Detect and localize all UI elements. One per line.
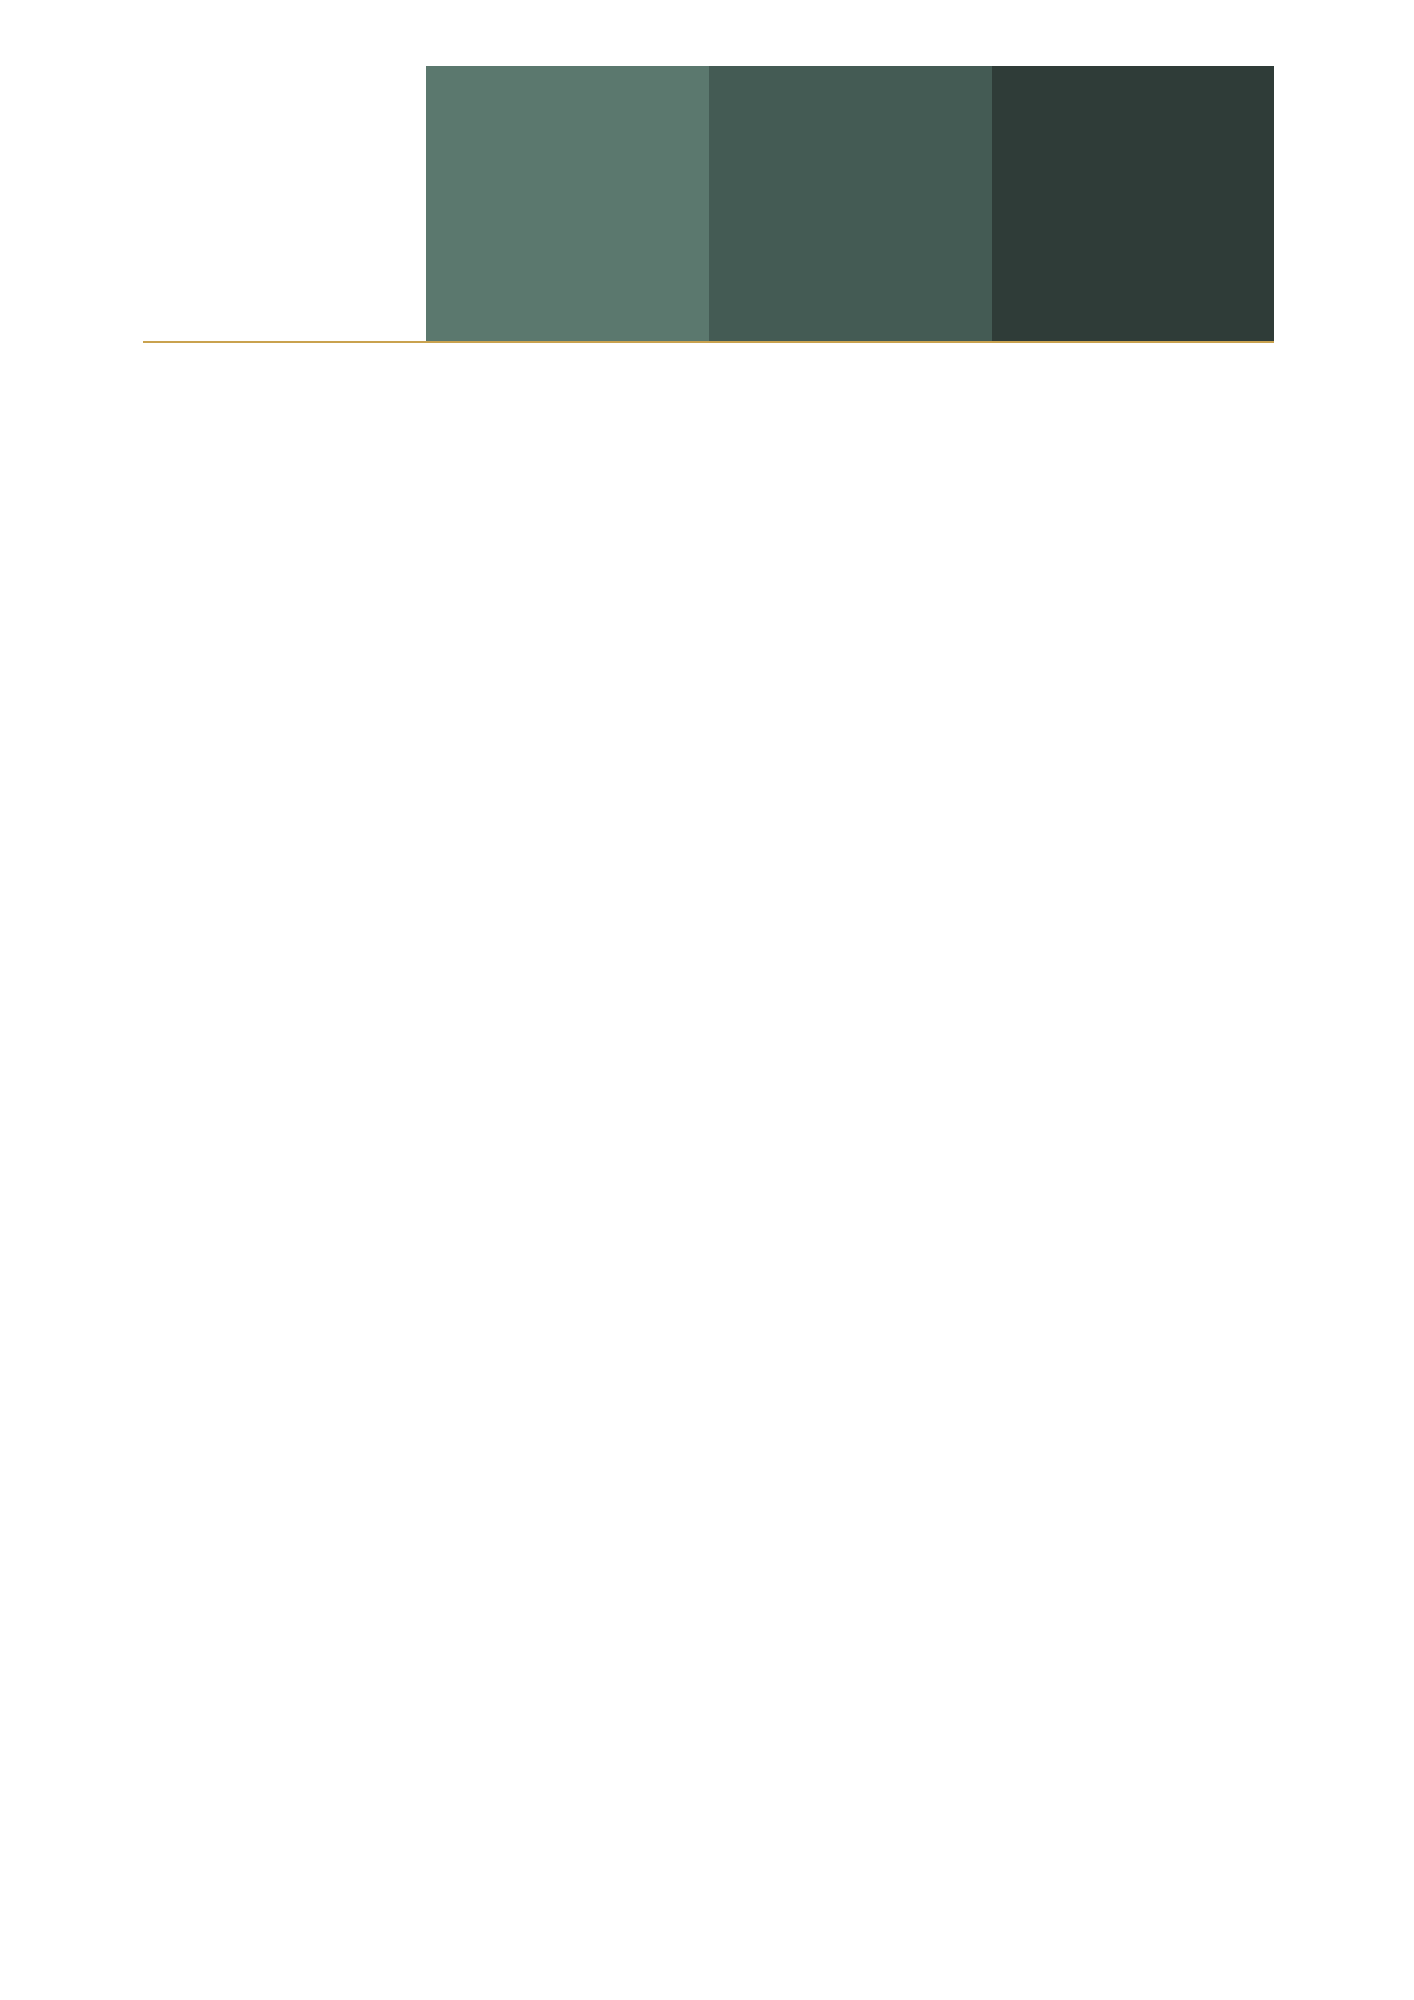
standard-header-column bbox=[709, 66, 992, 341]
premium-header-column bbox=[992, 66, 1274, 341]
basic-header-column bbox=[426, 66, 709, 341]
header-divider bbox=[143, 341, 1274, 343]
